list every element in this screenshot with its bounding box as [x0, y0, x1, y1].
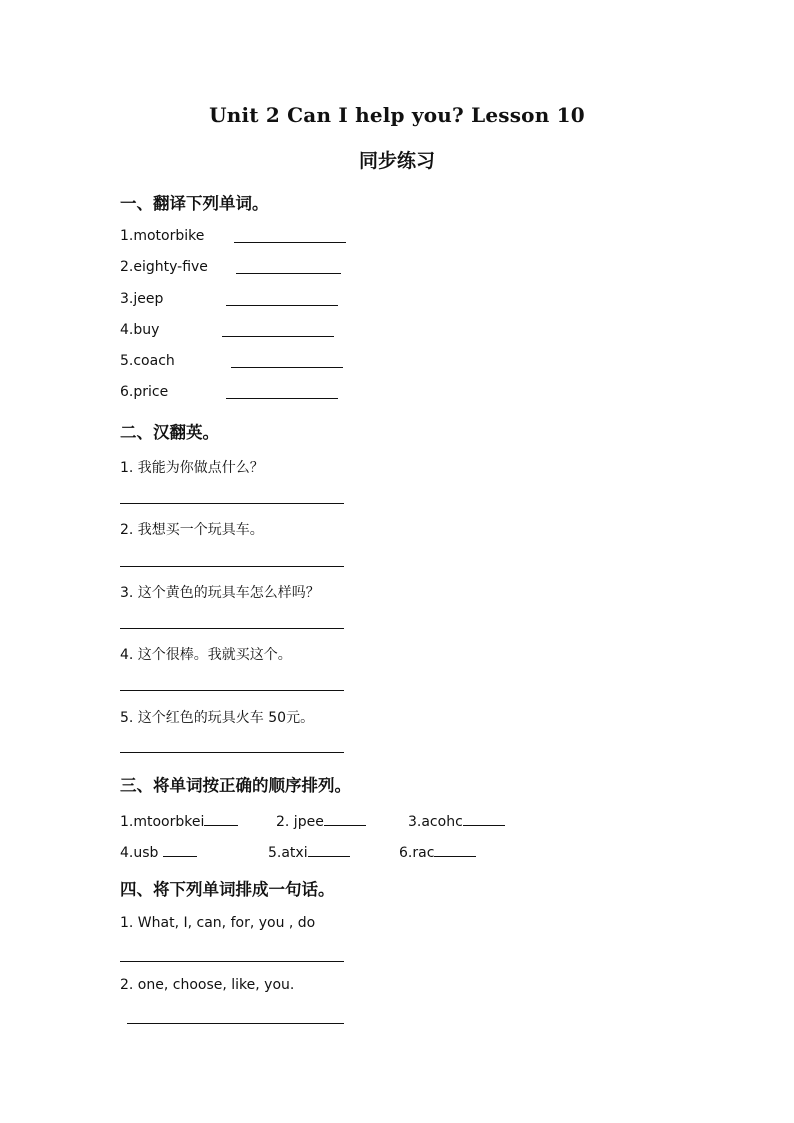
section4-item-1: 1. What, I, can, for, you , do — [120, 915, 316, 931]
section3-heading: 三、将单词按正确的顺序排列。 — [120, 776, 351, 795]
unscramble-word-6: 6.rac — [399, 845, 435, 861]
page-title: Unit 2 Can I help you? Lesson 10 — [209, 103, 585, 127]
answer-line-4[interactable] — [222, 336, 334, 337]
answer-blank-1[interactable] — [204, 811, 238, 826]
unscramble-item-5 — [268, 842, 350, 861]
section2-heading: 二、汉翻英。 — [120, 423, 219, 442]
section1-item-6: 6.price — [120, 384, 169, 400]
section2-item-3: 3. 这个黄色的玩具车怎么样吗？ — [120, 585, 320, 601]
section2-item-2: 2. 我想买一个玩具车。 — [120, 522, 264, 538]
answer-blank-6[interactable] — [434, 842, 476, 857]
unscramble-item-4 — [120, 842, 197, 861]
unscramble-word-4: 4.usb — [120, 845, 163, 861]
section1-item-3: 3.jeep — [120, 291, 164, 307]
answer-line-3[interactable] — [226, 305, 338, 306]
section4-heading: 四、将下列单词排成一句话。 — [120, 880, 335, 899]
section4-item-2: 2. one, choose, like, you. — [120, 977, 295, 993]
unscramble-item-2 — [276, 811, 366, 830]
answer-line-5[interactable] — [231, 367, 343, 368]
section1-item-2: 2.eighty-five — [120, 259, 208, 275]
answer-line-10[interactable] — [120, 690, 344, 691]
section2-item-5: 5. 这个红色的玩具火车 50元。 — [120, 710, 315, 726]
unscramble-item-6 — [399, 842, 476, 861]
unscramble-word-5: 5.atxi — [268, 845, 308, 861]
unscramble-word-1: 1.mtoorbkei — [120, 814, 205, 830]
section1-item-5: 5.coach — [120, 353, 175, 369]
answer-blank-5[interactable] — [308, 842, 350, 857]
section2-item-1: 1. 我能为你做点什么？ — [120, 460, 264, 476]
section1-item-4: 4.buy — [120, 322, 160, 338]
page-subtitle: 同步练习 — [358, 150, 435, 172]
answer-line-2[interactable] — [236, 273, 341, 274]
answer-blank-4[interactable] — [163, 842, 197, 857]
section1-heading: 一、翻译下列单词。 — [120, 194, 269, 213]
unscramble-item-3 — [408, 811, 505, 830]
answer-line-8[interactable] — [120, 566, 344, 567]
section1-item-1: 1.motorbike — [120, 228, 205, 244]
answer-blank-2[interactable] — [324, 811, 366, 826]
section2-item-4: 4. 这个很棒。我就买这个。 — [120, 647, 292, 663]
answer-line-12[interactable] — [120, 961, 344, 962]
answer-line-7[interactable] — [120, 503, 344, 504]
unscramble-item-1 — [120, 811, 238, 830]
answer-blank-3[interactable] — [463, 811, 505, 826]
unscramble-word-3: 3.acohc — [408, 814, 463, 830]
answer-line-11[interactable] — [120, 752, 344, 753]
unscramble-word-2: 2. jpee — [276, 814, 324, 830]
answer-line-1[interactable] — [234, 242, 346, 243]
answer-line-6[interactable] — [226, 398, 338, 399]
answer-line-13[interactable] — [127, 1023, 344, 1024]
answer-line-9[interactable] — [120, 628, 344, 629]
